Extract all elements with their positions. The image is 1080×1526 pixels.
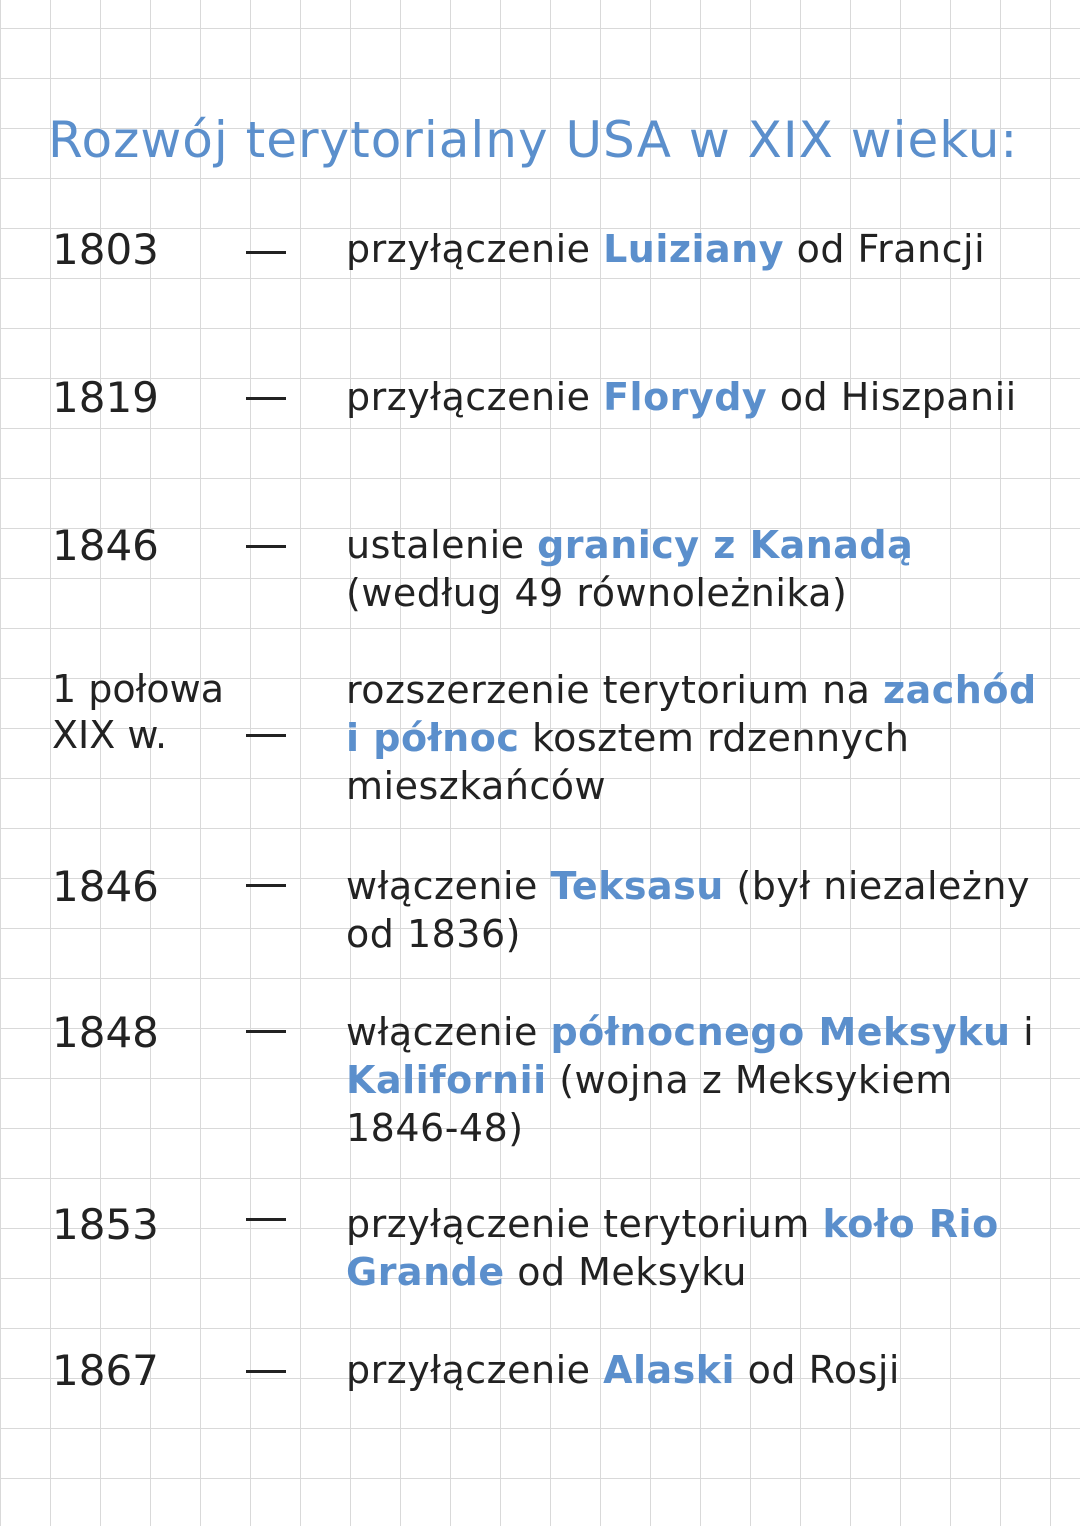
desc-highlight: Kalifornii: [346, 1058, 547, 1102]
entry-description: [346, 225, 1061, 273]
entry-dash: [246, 734, 286, 737]
entry-description: [346, 1346, 1061, 1394]
desc-text: przyłączenie: [346, 227, 604, 271]
entry-dash: [246, 545, 286, 548]
desc-text: rozszerzenie terytorium na: [346, 668, 884, 712]
entry-dash: [246, 397, 286, 400]
desc-text: (był niezależny od 1836): [346, 864, 1030, 956]
entry-description: [346, 1008, 1061, 1152]
entry-date: 1803: [52, 225, 159, 274]
entry-description: [346, 373, 1061, 421]
entry-dash: [246, 1218, 286, 1221]
desc-text: przyłączenie: [346, 375, 604, 419]
desc-text: ustalenie: [346, 523, 538, 567]
entry-dash: [246, 251, 286, 254]
entry-date: 1853: [52, 1200, 159, 1249]
entry-date: 1848: [52, 1008, 159, 1057]
entry-description: [346, 521, 1061, 617]
desc-highlight: granicy z Kanadą: [537, 523, 914, 567]
entry-description: [346, 666, 1061, 810]
desc-text: włączenie: [346, 1010, 551, 1054]
entry-date: 1846: [52, 862, 159, 911]
entry-dash: [246, 1370, 286, 1373]
page-title: Rozwój terytorialny USA w XIX wieku:: [48, 110, 1019, 169]
desc-text: włączenie: [346, 864, 551, 908]
desc-text: (wojna z Meksykiem 1846-48): [346, 1058, 953, 1150]
desc-text: (według 49 równoleżnika): [346, 571, 848, 615]
desc-text: przyłączenie terytorium: [346, 1202, 823, 1246]
desc-text: i: [1010, 1010, 1035, 1054]
desc-highlight: Teksasu: [550, 864, 724, 908]
desc-highlight: północnego Meksyku: [550, 1010, 1011, 1054]
entry-date: 1846: [52, 521, 159, 570]
entry-date: 1819: [52, 373, 159, 422]
desc-highlight: Alaski: [603, 1348, 736, 1392]
desc-text: przyłączenie: [346, 1348, 604, 1392]
entry-description: [346, 1200, 1061, 1296]
entry-date: 1 połowa XIX w.: [52, 667, 225, 757]
desc-highlight: Luiziany: [603, 227, 784, 271]
desc-highlight: Florydy: [603, 375, 768, 419]
entry-date: 1867: [52, 1346, 159, 1395]
desc-highlight: zachód i północ: [346, 668, 1037, 760]
desc-text: od Meksyku: [504, 1250, 748, 1294]
entry-dash: [246, 1030, 286, 1033]
desc-text: od Hiszpanii: [767, 375, 1017, 419]
entry-dash: [246, 884, 286, 887]
desc-text: od Francji: [784, 227, 986, 271]
desc-text: od Rosji: [735, 1348, 900, 1392]
desc-highlight: koło Rio Grande: [346, 1202, 999, 1294]
entry-description: [346, 862, 1061, 958]
desc-text: kosztem rdzennych mieszkańców: [346, 716, 910, 808]
